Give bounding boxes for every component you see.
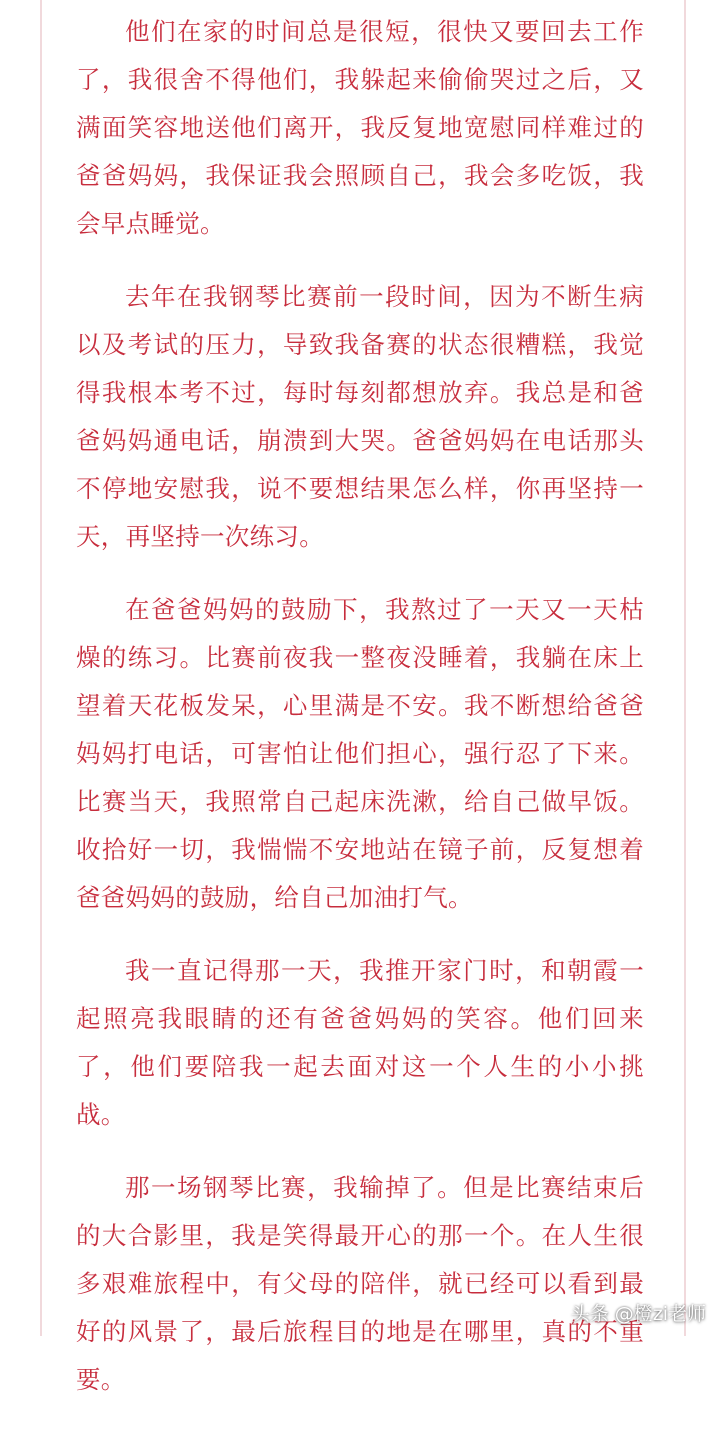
paragraph: 在爸爸妈妈的鼓励下，我熬过了一天又一天枯燥的练习。比赛前夜我一整夜没睡着，我躺在床上望着天花板发呆，心里满是不安。我不断想给爸爸妈妈打电话，可害怕让他们担心，强行忍了下来。比赛当天，我照常自己起床洗漱，给自己做早饭。收拾好一切，我惴惴不安地站在镜子前，反复想着爸爸妈妈的鼓励，给自己加油打气。 <box>76 595 644 912</box>
toutiao-watermark: 头条 @橙zi老师 <box>570 1303 706 1325</box>
paragraph: 他们在家的时间总是很短，很快又要回去工作了，我很舍不得他们，我躲起来偷偷哭过之后，又满面笑容地送他们离开，我反复地宽慰同样难过的爸爸妈妈，我保证我会照顾自己，我会多吃饭，我会早点睡觉。 <box>76 17 644 238</box>
paragraph: 那一场钢琴比赛，我输掉了。但是比赛结束后的大合影里，我是笑得最开心的那一个。在人生很多艰难旅程中，有父母的陪伴，就已经可以看到最好的风景了，最后旅程目的地是在哪里，真的不重要。 <box>76 1173 644 1394</box>
right-margin-rule <box>684 0 686 1336</box>
paragraph: 我一直记得那一天，我推开家门时，和朝霞一起照亮我眼睛的还有爸爸妈妈的笑容。他们回来了，他们要陪我一起去面对这一个人生的小小挑战。 <box>76 956 644 1129</box>
paragraph: 去年在我钢琴比赛前一段时间，因为不断生病以及考试的压力，导致我备赛的状态很糟糕，我觉得我根本考不过，每时每刻都想放弃。我总是和爸爸妈妈通电话，崩溃到大哭。爸爸妈妈在电话那头不停地安慰我，说不要想结果怎么样，你再坚持一天，再坚持一次练习。 <box>76 282 644 551</box>
left-margin-rule <box>40 0 42 1336</box>
article-body <box>76 8 644 1429</box>
